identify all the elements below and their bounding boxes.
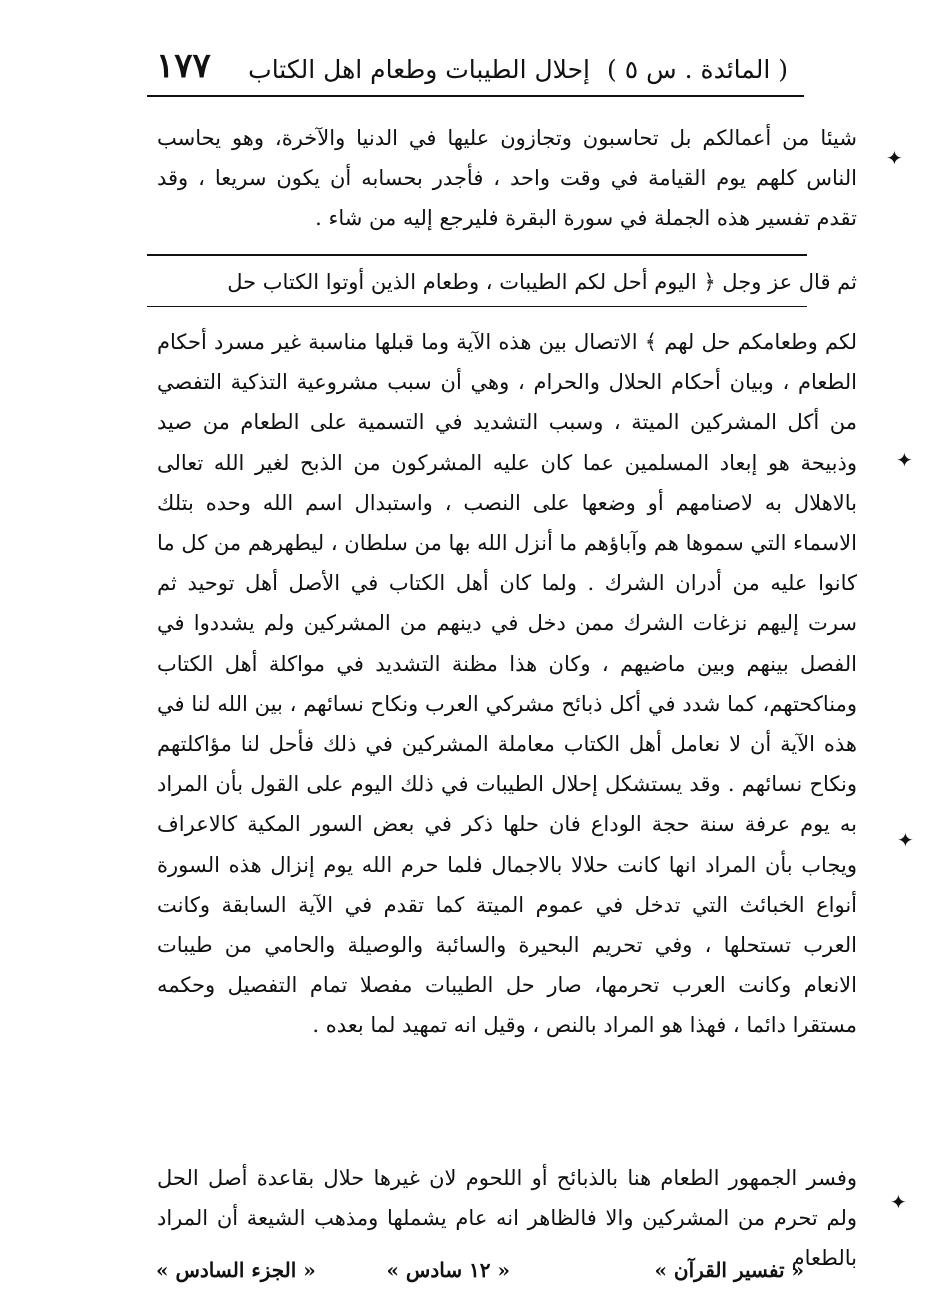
paragraph-intro bbox=[157, 118, 857, 238]
footer-book-title: « تفسير القرآن » bbox=[654, 1258, 804, 1282]
header-rule bbox=[147, 95, 804, 97]
star-ornament-icon: ✦ bbox=[896, 448, 913, 472]
footer-issue: « ١٢ سادس » bbox=[386, 1258, 510, 1282]
section-topic: إحلال الطيبات وطعام اهل الكتاب bbox=[248, 55, 590, 84]
paragraph-text: لكم وطعامكم حل لهم ﴾ الاتصال بين هذه الآية وما قبلها مناسبة غير مسرد أحكام الطعام ، وبيان أحكام الحلال والحرام ، وهي أن سبب مشروعية التذكية التفصي من أكل المشركين الميتة ، وسبب التشديد في التسمية على الطعام من صيد وذبيحة هو إبعاد المسلمين عما كان عليه المشركون من الذبح لغير الله تعالى بالاهلال به لاصنامهم أو وضعها على النصب ، واستبدال اسم الله وحده بتلك الاسماء التي سموها هم وآباؤهم ما أنزل الله بها من سلطان ، ليطهرهم من كل ما كانوا عليه من أدران الشرك . ولما كان أهل الكتاب في الأصل أهل توحيد ثم سرت إليهم نزغات الشرك ممن دخل في دينهم من المشركين ولم يشددوا في الفصل بينهم وبين ماضيهم ، وكان هذا مظنة التشديد في مواكلة أهل الكتاب ومناكحتهم، كما شدد في أكل ذبائح مشركي العرب ونكاح نسائهم ، بين الله لنا في هذه الآية أن لا نعامل أهل الكتاب معاملة المشركين في ذلك فأحل لنا مؤاكلتهم ونكاح نسائهم . وقد يستشكل إحلال الطيبات في ذلك اليوم على القول بأن المراد به يوم عرفة سنة حجة الوداع فان حلها ذكر في بعض السور المكية كالاعراف ويجاب بأن المراد انها كانت حلالا بالاجمال فلما حرم الله يوم إنزال هذه السورة أنواع الخبائث التي تدخل في عموم الميتة كما تقدم في الآية السابقة وكانت العرب تستحلها ، وفي تحريم البحيرة والسائبة والوصيلة والحامي من طيبات الانعام وكانت العرب تحرمها، صار حل الطيبات مفصلا تمام التفصيل وحكمه مستقرا دائما ، فهذا هو المراد بالنص ، وقيل انه تمهيد لما بعده . bbox=[157, 330, 857, 1038]
paragraph-commentary bbox=[157, 322, 857, 1046]
verse-text: ثم قال عز وجل ﴿ اليوم أحل لكم الطيبات ، وطعام الذين أوتوا الكتاب حل bbox=[227, 270, 857, 294]
verse-line bbox=[157, 263, 857, 301]
verse-underline bbox=[147, 306, 807, 307]
chapter-reference: ( المائدة . س ٥ ) bbox=[607, 55, 788, 84]
star-ornament-icon: ✦ bbox=[897, 828, 914, 852]
page-header bbox=[150, 48, 800, 92]
star-ornament-icon: ✦ bbox=[890, 1190, 907, 1214]
page-footer bbox=[150, 1258, 810, 1292]
section-divider bbox=[147, 254, 807, 256]
page-number: ١٧٧ bbox=[156, 46, 211, 86]
paragraph-text: شيئا من أعمالكم بل تحاسبون وتجازون عليها في الدنيا والآخرة، وهو يحاسب الناس كلهم يوم القيامة في وقت واحد ، فأجدر بحسابه أن يكون سريعا ، وقد تقدم تفسير هذه الجملة في سورة البقرة فليرجع إليه من شاء . bbox=[157, 126, 857, 230]
paragraph-text: وفسر الجمهور الطعام هنا بالذبائح أو اللحوم لان غيرها حلال بقاعدة أصل الحل ولم تحرم من المشركين والا فالظاهر انه عام يشملها ومذهب الشيعة أن المراد بالطعام bbox=[157, 1166, 857, 1270]
star-ornament-icon: ✦ bbox=[886, 146, 903, 170]
footer-part: « الجزء السادس » bbox=[156, 1258, 316, 1282]
